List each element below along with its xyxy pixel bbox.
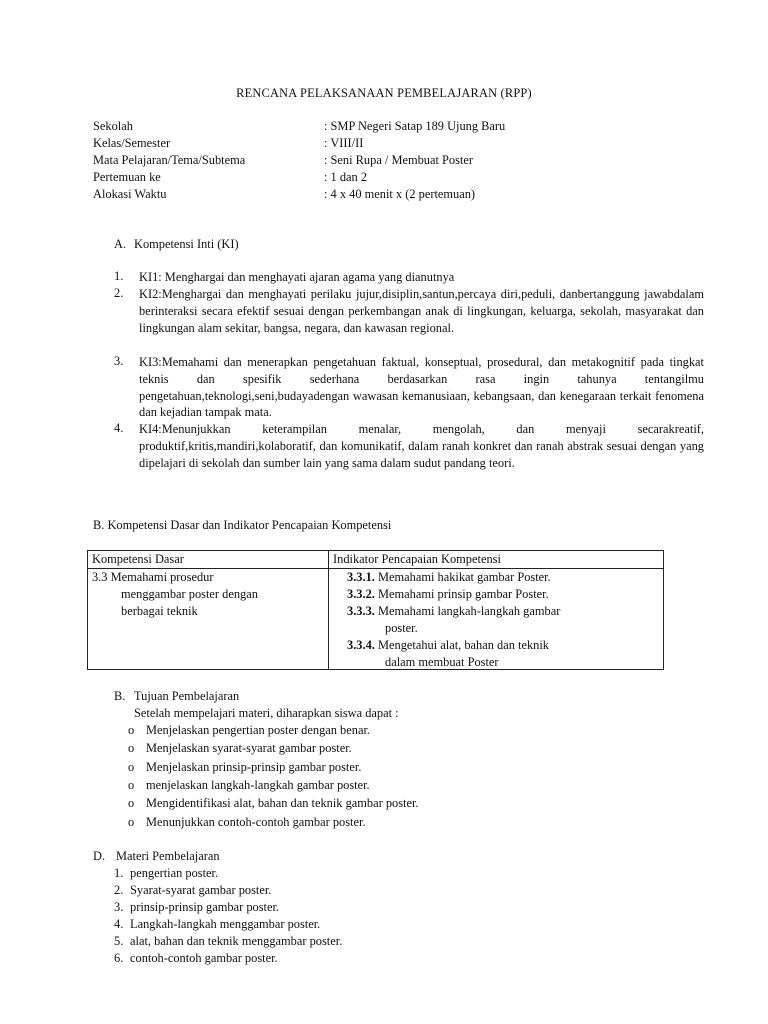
document-title: RENCANA PELAKSANAAN PEMBELAJARAN (RPP): [236, 86, 532, 100]
identity-label: Sekolah: [93, 119, 133, 133]
section-b-heading: B. Kompetensi Dasar dan Indikator Pencapaian Kompetensi: [93, 518, 392, 532]
ki-text: KI1: Menghargai dan menghayati ajaran agama yang dianutnya: [139, 270, 455, 284]
kd-ipk-table: [87, 550, 664, 670]
ki-number: 1.: [114, 269, 124, 283]
section-tujuan-marker: B.: [114, 689, 126, 703]
bullet-icon: o: [128, 815, 135, 829]
identity-value: : 1 dan 2: [324, 170, 368, 184]
materi-text: Langkah-langkah menggambar poster.: [130, 917, 321, 931]
identity-label: Alokasi Waktu: [93, 187, 167, 201]
kd-cell: [88, 568, 329, 669]
tujuan-intro: Setelah mempelajari materi, diharapkan siswa dapat :: [134, 706, 399, 720]
tujuan-text: Mengidentifikasi alat, bahan dan teknik gambar poster.: [146, 796, 419, 810]
materi-text: pengertian poster.: [130, 866, 219, 880]
ipk-text: Memahami prinsip gambar Poster.: [374, 586, 549, 601]
identity-value: : SMP Negeri Satap 189 Ujung Baru: [324, 119, 506, 133]
materi-text: alat, bahan dan teknik menggambar poster.: [130, 934, 343, 948]
ki-number: 2.: [114, 286, 124, 300]
materi-number: 3.: [114, 900, 124, 914]
identity-value: : VIII/II: [324, 136, 364, 150]
identity-label: Mata Pelajaran/Tema/Subtema: [93, 153, 246, 167]
materi-number: 2.: [114, 883, 124, 897]
table-row: [88, 568, 664, 669]
tujuan-text: Menjelaskan pengertian poster dengan benar.: [146, 723, 370, 737]
ipk-code: 3.3.2.: [347, 586, 375, 601]
section-tujuan-heading: Tujuan Pembelajaran: [134, 689, 240, 703]
table-header-row: [88, 551, 664, 569]
ipk-code: 3.3.3.: [347, 603, 375, 618]
materi-number: 1.: [114, 866, 124, 880]
ipk-code: 3.3.4.: [347, 637, 375, 652]
identity-label: Kelas/Semester: [93, 136, 171, 150]
ipk-text: dalam membuat Poster: [385, 654, 499, 669]
table-header: Kompetensi Dasar: [88, 551, 329, 569]
section-a-marker: A.: [114, 237, 127, 251]
ipk-item: [347, 603, 560, 620]
ki-text: KI2:Menghargai dan menghayati perilaku jujur,disiplin,santun,percaya diri,peduli, danbertanggung jawabdalam berinteraksi secara efektif sesuai dengan perkembangan anak di lingkungan, keluarga, sekolah, masyarakat dan lingkungan alam sekitar, bangsa, negara, dan kawasan regional.: [139, 287, 704, 335]
tujuan-text: menjelaskan langkah-langkah gambar poster.: [146, 778, 370, 792]
bullet-icon: o: [128, 741, 135, 755]
ipk-item: [347, 586, 549, 603]
bullet-icon: o: [128, 760, 135, 774]
identity-label: Pertemuan ke: [93, 170, 161, 184]
bullet-icon: o: [128, 723, 135, 737]
kd-line: berbagai teknik: [121, 603, 198, 618]
ipk-item: [385, 620, 418, 637]
section-a-heading: Kompetensi Inti (KI): [134, 237, 239, 251]
identity-value: : Seni Rupa / Membuat Poster: [324, 153, 474, 167]
ipk-text: Memahami langkah-langkah gambar: [374, 603, 561, 618]
ipk-code: 3.3.1.: [347, 569, 375, 584]
kd-line: 3.3 Memahami prosedur: [92, 569, 214, 584]
table-header: Indikator Pencapaian Kompetensi: [329, 551, 664, 569]
tujuan-text: Menjelaskan syarat-syarat gambar poster.: [146, 741, 352, 755]
ipk-item: [347, 569, 551, 586]
materi-text: contoh-contoh gambar poster.: [130, 951, 278, 965]
materi-number: 5.: [114, 934, 124, 948]
ipk-item: [385, 654, 499, 671]
materi-number: 6.: [114, 951, 124, 965]
section-d-heading: Materi Pembelajaran: [116, 849, 220, 863]
ki-number: 4.: [114, 421, 124, 435]
tujuan-text: Menunjukkan contoh-contoh gambar poster.: [146, 815, 366, 829]
bullet-icon: o: [128, 778, 135, 792]
kd-line: menggambar poster dengan: [121, 586, 258, 601]
ipk-item: [347, 637, 549, 654]
tujuan-text: Menjelaskan prinsip-prinsip gambar poster.: [146, 760, 362, 774]
materi-number: 4.: [114, 917, 124, 931]
ki-text: KI4:Menunjukkan keterampilan menalar, mengolah, dan menyaji secarakreatif, produktif,kritis,mandiri,kolaboratif, dan komunikatif, dalam ranah konkret dan ranah abstrak sesuai dengan yang dipelajari di sekolah dan sumber lain yang sama dalam sudut pandang teori.: [139, 422, 704, 470]
section-d-marker: D.: [93, 849, 106, 863]
ipk-text: Mengetahui alat, bahan dan teknik: [374, 637, 549, 652]
ipk-text: Memahami hakikat gambar Poster.: [374, 569, 551, 584]
bullet-icon: o: [128, 796, 135, 810]
identity-value: : 4 x 40 menit x (2 pertemuan): [324, 187, 476, 201]
ki-number: 3.: [114, 354, 124, 368]
materi-text: Syarat-syarat gambar poster.: [130, 883, 272, 897]
ipk-cell: [329, 568, 664, 669]
ipk-text: poster.: [385, 620, 418, 635]
ki-text: KI3:Memahami dan menerapkan pengetahuan faktual, konseptual, prosedural, dan metakognitif pada tingkat teknis dan spesifik sederhana berdasarkan rasa ingin tahunya tentangilmu pengetahuan,teknologi,seni,budayadengan wawasan kemanusiaan, kebangsaan, dan kenegaraan terkait fenomena dan kejadian tampak mata.: [139, 355, 704, 420]
materi-text: prinsip-prinsip gambar poster.: [130, 900, 280, 914]
